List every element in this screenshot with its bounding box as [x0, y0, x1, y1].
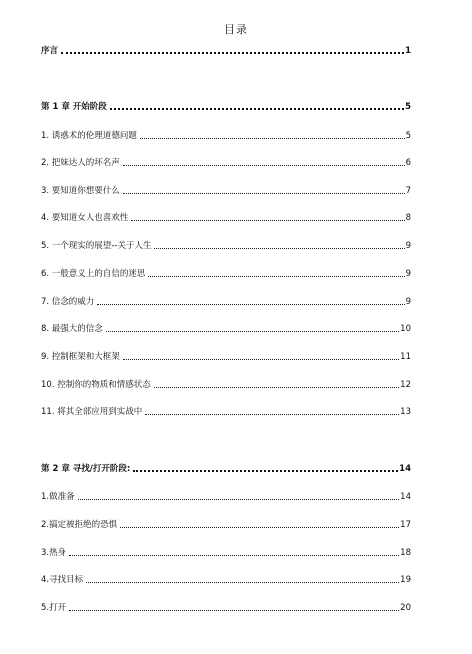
toc-entry[interactable]: [41, 545, 411, 559]
dot-leader: [69, 610, 399, 611]
dot-leader: [145, 414, 399, 415]
toc-entry[interactable]: [41, 183, 411, 197]
toc-entry[interactable]: [41, 128, 411, 142]
toc-entry-page: 17: [400, 520, 411, 530]
toc-entry-label: 4. 要知道女人也喜欢性: [41, 213, 129, 223]
dot-leader: [123, 193, 405, 194]
toc-entry-preface[interactable]: [41, 43, 411, 57]
toc-entry-label: 10. 控制你的物质和情感状态: [41, 380, 151, 390]
toc-entry[interactable]: [41, 404, 411, 418]
toc-entry[interactable]: [41, 266, 411, 280]
dot-leader: [123, 359, 399, 360]
toc-entry[interactable]: [41, 349, 411, 363]
toc-entry-page: 14: [400, 492, 411, 502]
toc-entry-label: 6. 一般意义上的自信的迷思: [41, 269, 146, 279]
toc-entry-page: 1: [405, 46, 411, 56]
dot-leader: [69, 555, 399, 556]
toc-entry[interactable]: [41, 294, 411, 308]
toc-entry-page: 11: [400, 352, 411, 362]
toc-entry-page: 19: [400, 575, 411, 585]
dot-leader: [110, 108, 404, 110]
toc-entry-page: 5: [405, 131, 411, 141]
dot-leader: [78, 499, 400, 500]
toc-entry-label: 9. 控制框架和大框架: [41, 352, 120, 362]
dot-leader: [133, 470, 398, 472]
toc-entry-page: 10: [400, 324, 411, 334]
toc-entry[interactable]: [41, 155, 411, 169]
toc-entry-label: 序言: [41, 46, 59, 56]
toc-entry[interactable]: [41, 572, 411, 586]
toc-entry-label: 1. 诱惑术的伦理道德问题: [41, 131, 137, 141]
dot-leader: [106, 331, 399, 332]
toc-entry-label: 第 2 章 寻找/打开阶段:: [41, 464, 131, 474]
toc-entry-label: 第 1 章 开始阶段: [41, 102, 107, 112]
toc-entry-page: 9: [405, 297, 411, 307]
toc-entry-page: 6: [405, 158, 411, 168]
toc-entry-page: 9: [405, 241, 411, 251]
dot-leader: [140, 138, 405, 139]
toc-entry[interactable]: [41, 600, 411, 614]
toc-entry-page: 20: [400, 603, 411, 613]
toc-entry-label: 5.打开: [41, 603, 67, 613]
dot-leader: [86, 582, 399, 583]
toc-entry-label: 11. 将其全部应用到实战中: [41, 407, 143, 417]
toc-entry-label: 3.热身: [41, 548, 67, 558]
toc-entry-label: 7. 信念的威力: [41, 297, 95, 307]
toc-entry-label: 2. 把妹达人的坏名声: [41, 158, 120, 168]
toc-entry-label: 4.寻找目标: [41, 575, 84, 585]
toc-entry[interactable]: [41, 517, 411, 531]
toc-entry-page: 7: [405, 186, 411, 196]
toc-entry-page: 18: [400, 548, 411, 558]
toc-entry-page: 9: [405, 269, 411, 279]
dot-leader: [120, 527, 399, 528]
toc-entry[interactable]: [41, 210, 411, 224]
toc-entry-label: 1.做准备: [41, 492, 75, 502]
dot-leader: [154, 387, 399, 388]
toc-entry[interactable]: [41, 377, 411, 391]
toc-entry-label: 8. 最强大的信念: [41, 324, 103, 334]
toc-entry[interactable]: [41, 489, 411, 503]
toc-entry-label: 3. 要知道你想要什么: [41, 186, 120, 196]
dot-leader: [123, 165, 405, 166]
toc-chapter-heading[interactable]: [41, 99, 411, 113]
dot-leader: [97, 304, 404, 305]
toc-chapter-heading[interactable]: [41, 461, 411, 475]
dot-leader: [61, 52, 404, 54]
toc-entry[interactable]: [41, 321, 411, 335]
toc-entry-label: 5. 一个现实的展望--关于人生: [41, 241, 152, 251]
dot-leader: [154, 248, 404, 249]
toc-entry-page: 8: [405, 213, 411, 223]
dot-leader: [148, 276, 404, 277]
toc-entry-page: 12: [400, 380, 411, 390]
toc-entry-page: 14: [399, 464, 411, 474]
toc-entry-page: 5: [405, 102, 411, 112]
toc-entry[interactable]: [41, 238, 411, 252]
toc-entry-page: 13: [400, 407, 411, 417]
dot-leader: [131, 220, 404, 221]
toc-entry-label: 2.搞定被拒绝的恐惧: [41, 520, 118, 530]
toc-title: 目录: [224, 23, 248, 36]
